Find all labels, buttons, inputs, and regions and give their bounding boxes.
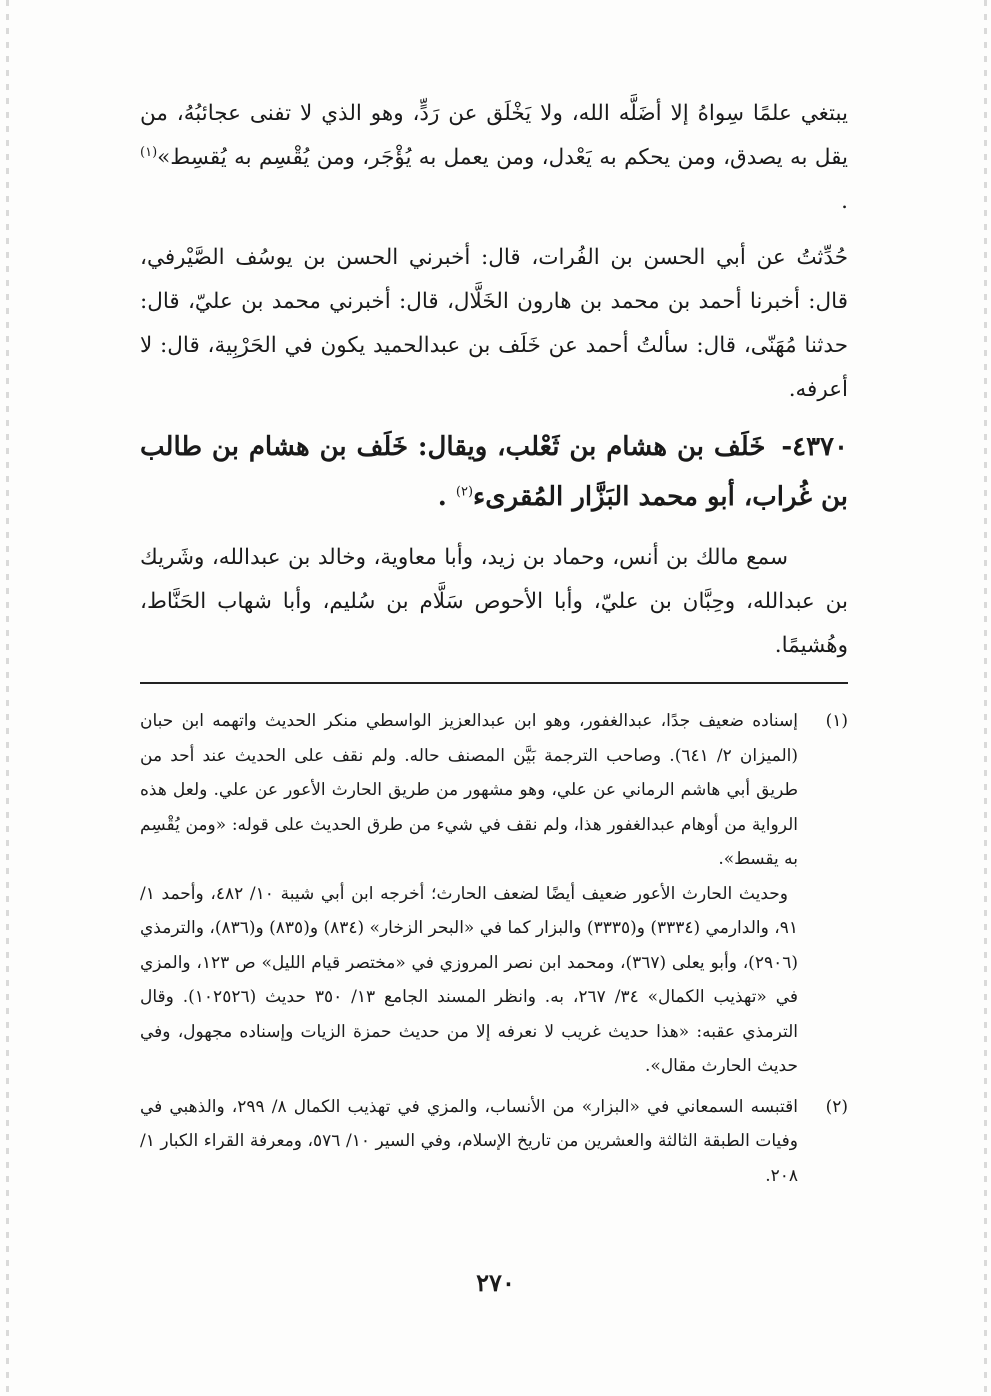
paragraph-end: .	[841, 189, 848, 214]
footnote-paragraph: وحديث الحارث الأعور ضعيف أيضًا لضعف الحارث؛ أخرجه ابن أبي شيبة ١٠/ ٤٨٢، وأحمد ١/ ٩١، والدارمي (٣٣٣٤) و(٣٣٣٥) والبزار كما في «البحر الزخار» (٨٣٤) و(٨٣٥) و(٨٣٦)، والترمذي (٢٩٠٦)، وأبو يعلى (٣٦٧)، ومحمد ابن نصر المروزي في «مختصر قيام الليل» ص ١٢٣، والمزي في «تهذيب الكمال» ٣٤/ ٢٦٧، به. وانظر المسند الجامع ١٣/ ٣٥٠ حديث (١٠٢٥٢٦). وقال الترمذي عقبه: «هذا حديث غريب لا نعرفه إلا من حديث حمزة الزيات وإسناده مجهول، وفي حديث الحارث مقال».	[140, 883, 799, 1076]
page-content	[140, 92, 848, 1193]
entry-end: .	[437, 482, 456, 512]
footnote-1	[140, 704, 848, 1084]
footnote-ref-1[interactable]: (١)	[140, 144, 158, 160]
paragraph-narration: حُدِّثتُ عن أبي الحسن بن الفُرات، قال: أخبرني الحسن بن يوسُف الصَّيْرفي، قال: أخبرنا أحمد بن محمد بن هارون الخَلَّال، قال: أخبرني محمد بن عليّ، قال: حدثنا مُهَنّى، قال: سألتُ أحمد عن خَلَف بن عبدالحميد يكون في الحَرْبِية، قال: لا أعرفه.	[140, 245, 848, 402]
entry-number: ٤٣٧٠-	[781, 432, 848, 462]
footnote-ref-2[interactable]: (٢)	[455, 484, 474, 500]
footnote-body	[140, 704, 798, 1084]
paragraph-text: يبتغي علمًا سِواهُ إلا أضَلَّه الله، ولا يَخْلَق عن رَدٍّ، وهو الذي لا تفنى عجائبُهُ، من يقل به يصدق، ومن يحكم به يَعْدل، ومن يعمل به يُؤْجَر، ومن يُقْسِم به يُقسِط»	[140, 101, 848, 170]
paragraph-hadith-continuation	[140, 92, 848, 224]
page-number: ٢٧٠	[476, 1268, 515, 1297]
footnote-paragraph: اقتبسه السمعاني في «البزار» من الأنساب، والمزي في تهذيب الكمال ٨/ ٢٩٩، والذهبي في وفيات الطبقة الثالثة والعشرين من تاريخ الإسلام، وفي السير ١٠/ ٥٧٦، ومعرفة القراء الكبار ١/ ٢٠٨.	[140, 1096, 799, 1186]
scan-edge-left	[6, 0, 9, 1396]
footnote-2	[140, 1090, 848, 1194]
footnote-paragraph: إسناده ضعيف جدًا، عبدالغفور، وهو ابن عبدالعزيز الواسطي منكر الحديث واتهمه ابن حبان (الميزان ٢/ ٦٤١). وصاحب الترجمة بَيَّن المصنف حاله. ولم نقف على الحديث عند أحد من طريق أبي هاشم الرماني عن علي، وهو مشهور من طريق الحارث الأعور عن علي. ولعل هذه الرواية من أوهام عبدالغفور هذا، ولم نقف في شيء من طرق الحديث على قوله: «ومن يُقْسِم به يقسط».	[140, 711, 799, 869]
footnote-body	[140, 1090, 798, 1194]
entry-title: خَلَف بن هشام بن ثَعْلب، ويقال: خَلَف بن هشام بن طالب بن غُراب، أبو محمد البَزَّار المُقرىء	[140, 432, 848, 512]
main-text	[140, 92, 848, 412]
scan-edge-right	[984, 0, 987, 1396]
biography-entry-heading	[140, 422, 848, 522]
paragraph-teachers: سمع مالك بن أنس، وحماد بن زيد، وأبا معاوية، وخالد بن عبدالله، وشَريك بن عبدالله، وحِبَّان بن عليّ، وأبا الأحوص سَلَّام بن سُليم، وأبا شهاب الحَنَّاط، وهُشيمًا.	[140, 545, 848, 658]
footnotes-section	[140, 704, 848, 1193]
footnote-mark: (١)	[825, 711, 848, 731]
footnote-mark: (٢)	[825, 1096, 848, 1117]
entry-body	[140, 536, 848, 668]
footnote-separator	[140, 682, 848, 684]
